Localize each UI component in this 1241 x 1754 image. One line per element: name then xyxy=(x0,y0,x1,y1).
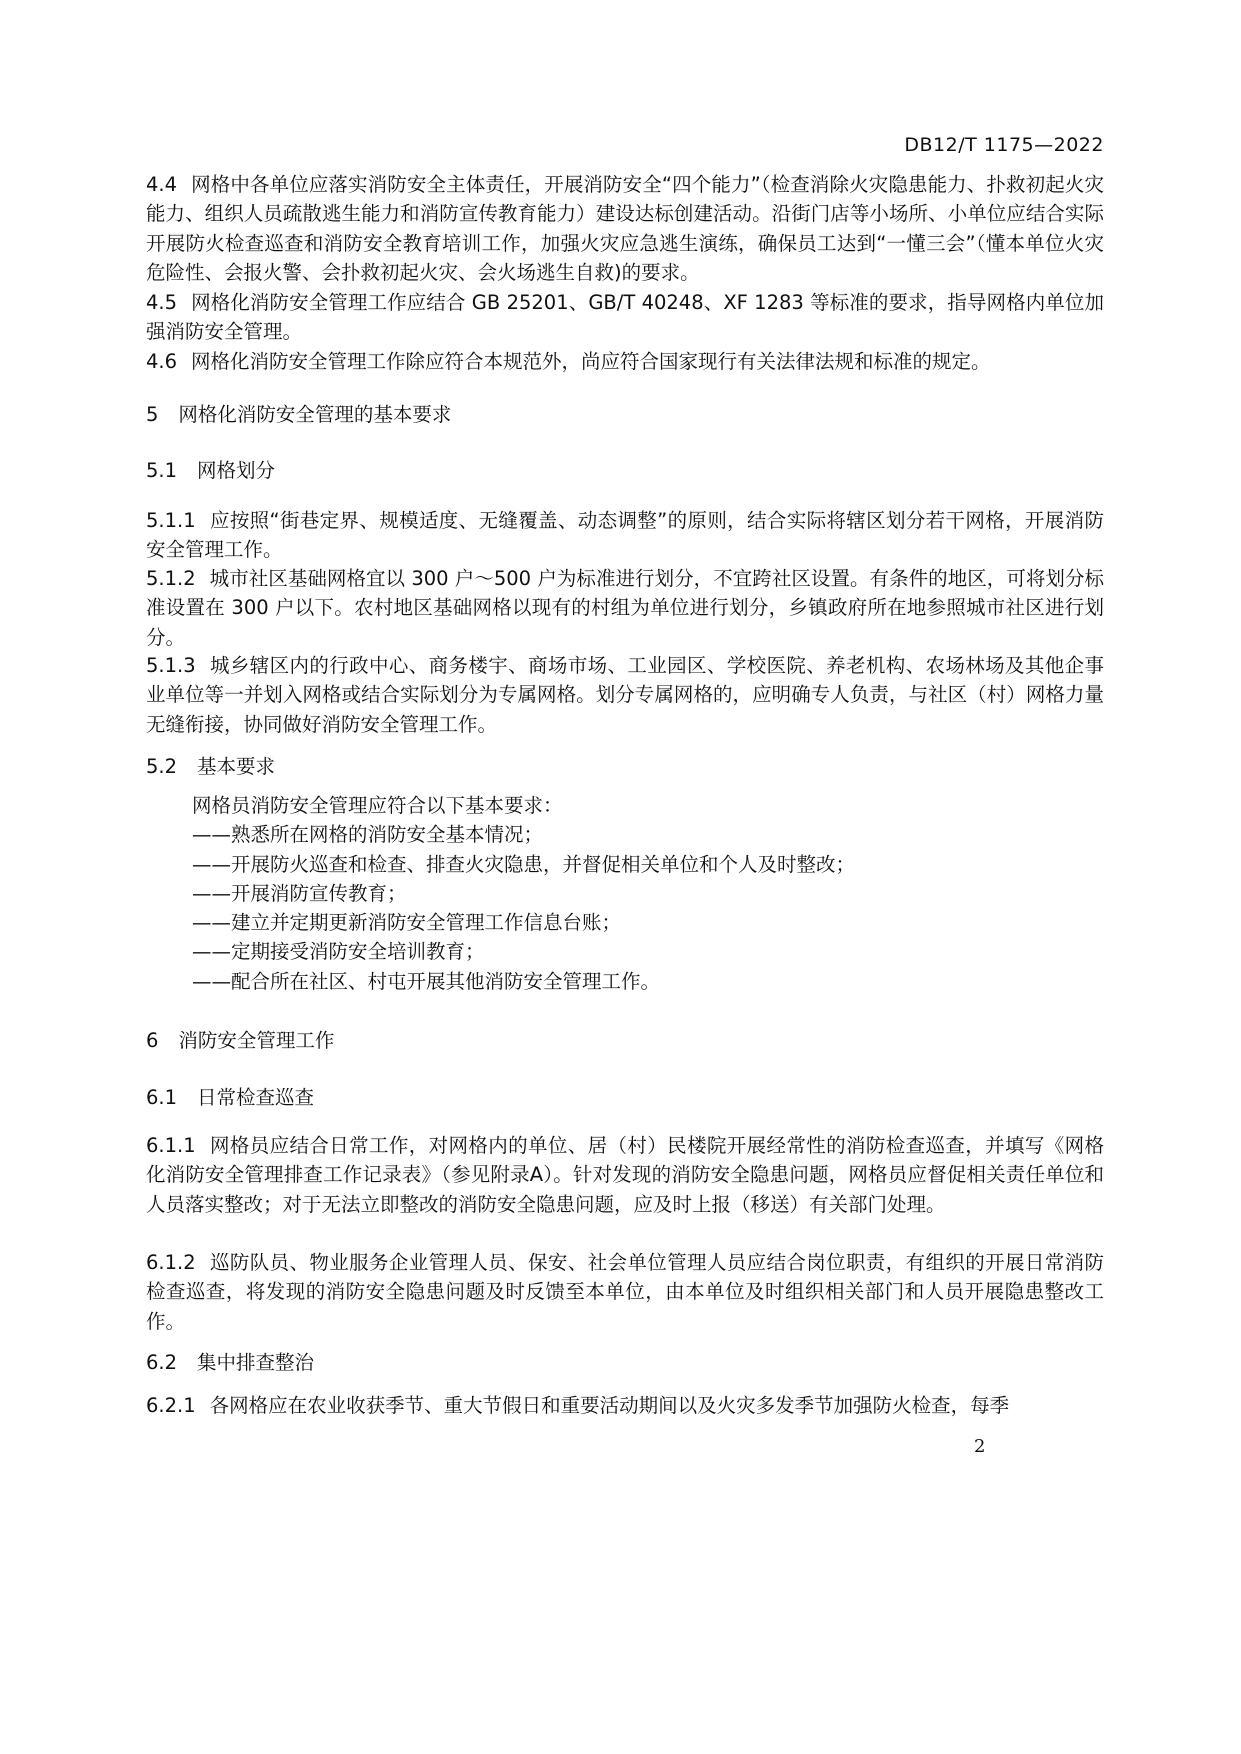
clause-number: 5.1.3 xyxy=(146,654,196,677)
clause-number: 6.2.1 xyxy=(146,1394,196,1417)
clause-text: 城乡辖区内的行政中心、商务楼宇、商场市场、工业园区、学校医院、养老机构、农场林场及其他企事业单位等一并划入网格或结合实际划分为专属网格。划分专属网格的，应明确专人负责，与社区（村）网格力量无缝衔接，协同做好消防安全管理工作。 xyxy=(146,654,1104,736)
heading-number: 6.1 xyxy=(146,1086,178,1109)
clause-4-6 xyxy=(146,347,1104,376)
list-item: ——开展防火巡查和检查、排查火灾隐患，并督促相关单位和个人及时整改； xyxy=(192,852,856,876)
clause-number: 6.1.1 xyxy=(146,1134,196,1157)
heading-6-1 xyxy=(146,1083,1104,1112)
heading-number: 6.2 xyxy=(146,1351,178,1374)
clause-text: 巡防队员、物业服务企业管理人员、保安、社会单位管理人员应结合岗位职责，有组织的开展日常消防检查巡查，将发现的消防安全隐患问题及时反馈至本单位，由本单位及时组织相关部门和人员开展隐患整改工作。 xyxy=(146,1251,1104,1333)
list-item: ——熟悉所在网格的消防安全基本情况； xyxy=(192,823,544,847)
clause-text: 城市社区基础网格宜以 300 户～500 户为标准进行划分，不宜跨社区设置。有条件的地区，可将划分标准设置在 300 户以下。农村地区基础网格以现有的村组为单位进行划分，乡镇政府所在地参照城市社区进行划分。 xyxy=(146,567,1104,649)
clause-number: 5.1.1 xyxy=(146,509,196,532)
clause-text: 网格化消防安全管理工作除应符合本规范外，尚应符合国家现行有关法律法规和标准的规定。 xyxy=(191,350,991,373)
heading-6 xyxy=(146,1026,1104,1055)
heading-5-1 xyxy=(146,456,1104,485)
clause-number: 4.6 xyxy=(146,350,178,373)
heading-number: 5.2 xyxy=(146,755,178,778)
list-intro: 网格员消防安全管理应符合以下基本要求： xyxy=(192,794,563,817)
heading-number: 6 xyxy=(146,1029,159,1052)
page-number: 2 xyxy=(974,1436,986,1457)
clause-number: 6.1.2 xyxy=(146,1251,196,1274)
heading-6-2 xyxy=(146,1348,1104,1377)
list-item: ——开展消防宣传教育； xyxy=(192,881,407,905)
heading-title: 网格划分 xyxy=(197,459,276,482)
clause-5-1-1 xyxy=(146,506,1104,565)
heading-title: 集中排查整治 xyxy=(197,1351,315,1374)
clause-5-1-3 xyxy=(146,651,1104,739)
clause-6-1-2 xyxy=(146,1248,1104,1336)
list-item: ——建立并定期更新消防安全管理工作信息台账； xyxy=(192,911,622,935)
list-item: ——配合所在社区、村屯开展其他消防安全管理工作。 xyxy=(192,969,661,993)
heading-number: 5 xyxy=(146,403,159,426)
clause-number: 4.4 xyxy=(146,173,178,196)
clause-text: 网格化消防安全管理工作应结合 GB 25201、GB/T 40248、XF 1283 等标准的要求，指导网格内单位加强消防安全管理。 xyxy=(146,291,1104,344)
document-code: DB12/T 1175—2022 xyxy=(904,134,1104,156)
heading-title: 日常检查巡查 xyxy=(197,1086,315,1109)
clause-text: 网格中各单位应落实消防安全主体责任，开展消防安全“四个能力”（检查消除火灾隐患能力、扑救初起火灾能力、组织人员疏散逃生能力和消防宣传教育能力）建设达标创建活动。沿街门店等小场所、小单位应结合实际开展防火检查巡查和消防安全教育培训工作，加强火灾应急逃生演练，确保员工达到“一懂三会”（懂本单位火灾危险性、会报火警、会扑救初起火灾、会火场逃生自救)的要求。 xyxy=(146,173,1104,284)
clause-text: 应按照“街巷定界、规模适度、无缝覆盖、动态调整”的原则，结合实际将辖区划分若干网格，开展消防安全管理工作。 xyxy=(146,509,1104,562)
clause-6-1-1 xyxy=(146,1131,1104,1219)
clause-text: 各网格应在农业收获季节、重大节假日和重要活动期间以及火灾多发季节加强防火检查，每季 xyxy=(209,1394,1010,1417)
heading-title: 消防安全管理工作 xyxy=(178,1029,335,1052)
clause-number: 5.1.2 xyxy=(146,567,196,590)
list-item: ——定期接受消防安全培训教育； xyxy=(192,940,485,964)
clause-5-1-2 xyxy=(146,564,1104,652)
clause-6-2-1 xyxy=(146,1391,1104,1420)
clause-4-5 xyxy=(146,288,1104,347)
clause-4-4 xyxy=(146,170,1104,287)
heading-5 xyxy=(146,400,1104,429)
heading-5-2 xyxy=(146,752,1104,781)
clause-number: 4.5 xyxy=(146,291,178,314)
heading-title: 网格化消防安全管理的基本要求 xyxy=(178,403,452,426)
requirements-list xyxy=(146,791,1104,996)
clause-text: 网格员应结合日常工作，对网格内的单位、居（村）民楼院开展经常性的消防检查巡查，并填写《网格化消防安全管理排查工作记录表》（参见附录A）。针对发现的消防安全隐患问题，网格员应督促相关责任单位和人员落实整改；对于无法立即整改的消防安全隐患问题，应及时上报（移送）有关部门处理。 xyxy=(146,1134,1104,1216)
heading-title: 基本要求 xyxy=(197,755,276,778)
heading-number: 5.1 xyxy=(146,459,178,482)
